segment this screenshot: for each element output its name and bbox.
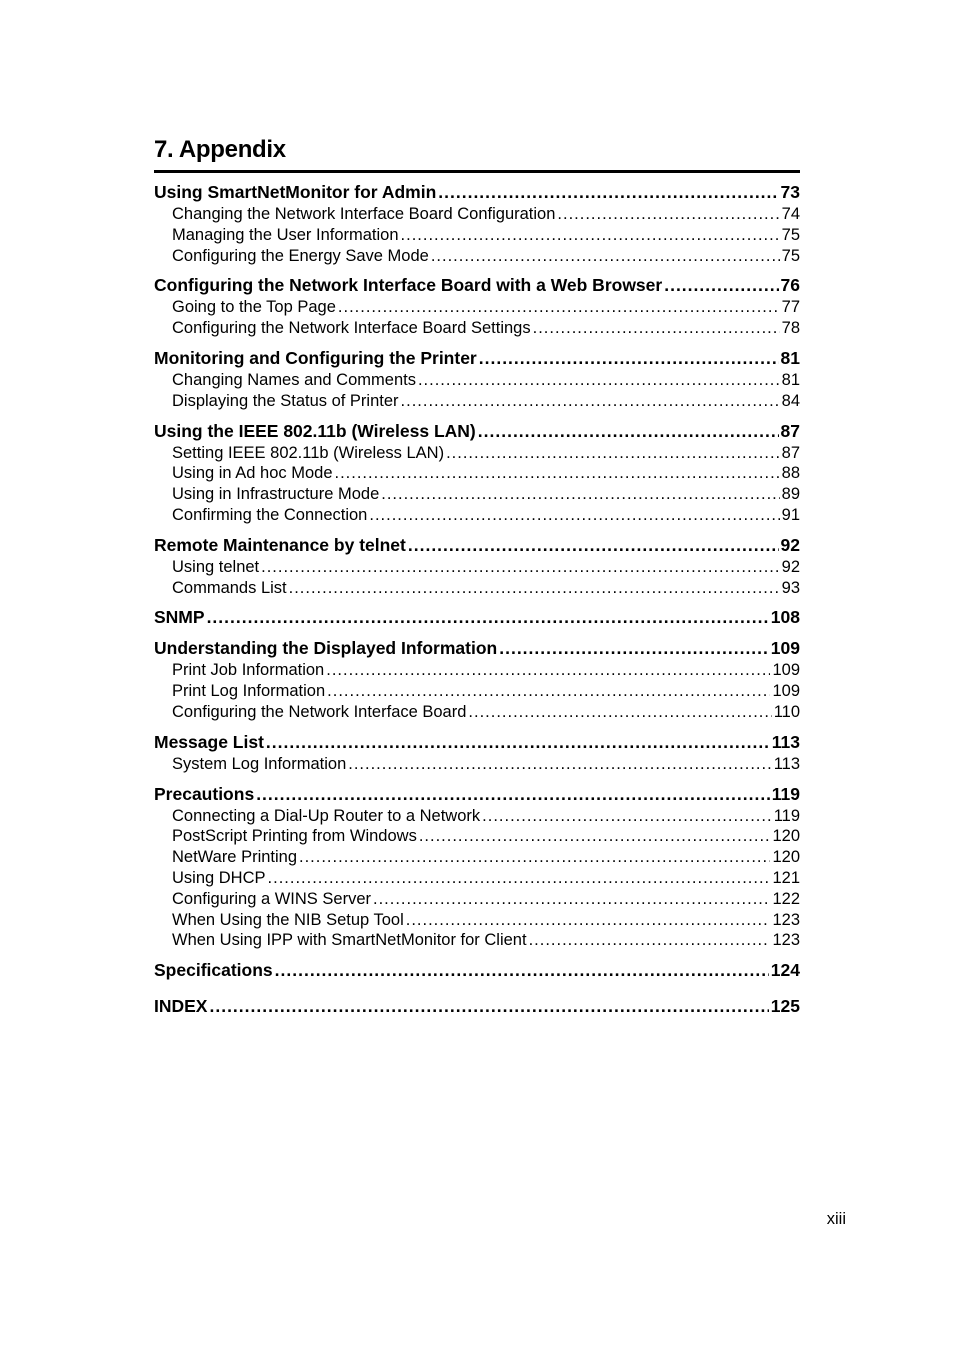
toc-subentry-title: NetWare Printing [172,848,298,867]
toc-entry[interactable] [154,605,800,629]
toc-entry-title: Specifications [154,960,273,981]
toc-subentry-page: 121 [772,868,800,887]
toc-subentry-title: Setting IEEE 802.11b (Wireless LAN) [172,443,445,462]
toc-subentry[interactable] [154,391,800,412]
dot-leader [482,806,772,827]
toc-subentry[interactable] [154,318,800,339]
toc-subentry-page: 123 [772,931,800,950]
toc-subentry[interactable] [154,868,800,889]
dot-leader [256,782,770,806]
dot-leader [335,463,780,484]
toc-subentry-title: Configuring a WINS Server [172,889,371,908]
toc-subentry-page: 110 [773,702,800,721]
dot-leader [479,346,779,370]
dot-leader [275,958,769,982]
dot-leader [209,994,768,1018]
toc-entry-page: 113 [771,731,800,752]
toc-entry[interactable] [154,730,800,754]
toc-entry-page: 124 [770,960,800,981]
toc-subentry[interactable] [154,910,800,931]
toc-entry-title: Monitoring and Configuring the Printer [154,347,477,368]
toc-entry[interactable] [154,346,800,370]
toc-subentry[interactable] [154,847,800,868]
dot-leader [408,533,779,557]
toc-entry-page: 87 [780,420,800,441]
toc-subentry[interactable] [154,889,800,910]
toc-subentry-title: Connecting a Dial-Up Router to a Network [172,806,481,825]
toc-subentry-page: 81 [781,370,800,389]
toc-subentry[interactable] [154,443,800,464]
toc-entry[interactable] [154,636,800,660]
toc-subentry[interactable] [154,578,800,599]
toc-subentry-page: 74 [781,205,800,223]
toc-subentry-title: PostScript Printing from Windows [172,827,417,846]
dot-leader [478,419,779,443]
toc-subentry[interactable] [154,484,800,505]
toc-subentry-title: Configuring the Network Interface Board Settings [172,319,531,338]
toc-section [154,782,800,952]
dot-leader [261,557,780,578]
dot-leader [418,370,780,391]
toc-subentry[interactable] [154,463,800,484]
toc-subentry-page: 89 [781,485,800,504]
toc-subentry-title: Configuring the Network Interface Board [172,702,467,721]
toc-subentry-title: When Using the NIB Setup Tool [172,910,404,929]
dot-leader [431,246,780,267]
toc-subentry-page: 119 [773,806,800,825]
toc-subentry-title: Managing the User Information [172,225,399,244]
toc-entry-page: 119 [771,783,800,804]
toc-entry-page: 76 [780,275,800,296]
toc-entry-title: Using the IEEE 802.11b (Wireless LAN) [154,420,476,441]
toc-subentry[interactable] [154,204,800,225]
toc-subentry[interactable] [154,702,800,723]
toc-entry-title: INDEX [154,996,208,1017]
toc-subentry[interactable] [154,505,800,526]
toc-subentry-page: 78 [781,319,800,338]
dot-leader [338,297,780,318]
toc-subentry-page: 113 [773,754,800,773]
toc-subentry-page: 88 [781,464,800,483]
dot-leader [468,702,771,723]
toc-subentry-title: System Log Information [172,754,347,773]
toc-subentry-page: 120 [772,848,800,867]
toc-subentry[interactable] [154,225,800,246]
toc-subentry[interactable] [154,557,800,578]
toc-subentry-page: 84 [781,391,800,410]
toc-subentry[interactable] [154,660,800,681]
dot-leader [406,910,771,931]
dot-leader [446,443,780,464]
toc-section [154,180,800,266]
toc-subentry-page: 122 [772,889,800,908]
chapter-title: 7. Appendix [154,132,800,173]
toc-section [154,994,800,1018]
toc-subentry-title: Going to the Top Page [172,298,336,317]
toc-section [154,346,800,412]
toc-subentry-page: 123 [772,910,800,929]
page-number: xiii [826,1210,846,1228]
toc-entry[interactable] [154,994,800,1018]
toc-subentry-title: Using DHCP [172,868,266,887]
toc-entry-title: Understanding the Displayed Information [154,638,498,659]
dot-leader [664,273,778,297]
toc-subentry[interactable] [154,246,800,267]
toc-section [154,730,800,775]
toc-subentry[interactable] [154,754,800,775]
toc-subentry-title: Changing Names and Comments [172,370,416,389]
toc-subentry[interactable] [154,681,800,702]
toc-subentry[interactable] [154,930,800,951]
toc-subentry-title: Using in Infrastructure Mode [172,485,380,504]
table-of-contents [154,180,800,1025]
dot-leader [557,204,779,225]
toc-subentry[interactable] [154,826,800,847]
toc-subentry-page: 91 [781,505,800,524]
dot-leader [268,868,771,889]
toc-subentry[interactable] [154,806,800,827]
toc-entry-title: Configuring the Network Interface Board with a Web Browser [154,275,663,296]
dot-leader [401,391,780,412]
toc-subentry-title: Confirming the Connection [172,505,368,524]
toc-subentry-page: 120 [772,827,800,846]
toc-entry-title: Using SmartNetMonitor for Admin [154,182,437,202]
dot-leader [373,889,770,910]
toc-entry[interactable] [154,273,800,297]
dot-leader [438,180,778,204]
toc-subentry-title: Displaying the Status of Printer [172,391,399,410]
toc-subentry-title: Using telnet [172,557,260,576]
toc-entry[interactable] [154,782,800,806]
dot-leader [327,681,770,702]
toc-entry-page: 73 [780,182,800,202]
toc-section [154,273,800,339]
toc-subentry-page: 75 [781,246,800,265]
dot-leader [401,225,780,246]
toc-subentry-title: Print Log Information [172,682,326,701]
toc-entry-page: 109 [770,638,800,659]
toc-section [154,533,800,599]
toc-entry[interactable] [154,419,800,443]
toc-subentry-page: 75 [781,225,800,244]
toc-entry[interactable] [154,958,800,982]
toc-subentry-title: Changing the Network Interface Board Configuration [172,205,556,223]
toc-entry-title: Message List [154,731,264,752]
toc-subentry-page: 93 [781,578,800,597]
toc-section [154,958,800,982]
dot-leader [529,930,771,951]
toc-entry-title: SNMP [154,607,205,628]
toc-subentry-title: When Using IPP with SmartNetMonitor for Client [172,931,527,950]
dot-leader [369,505,779,526]
dot-leader [348,754,771,775]
toc-section [154,419,800,526]
toc-subentry-page: 77 [781,298,800,317]
dot-leader [299,847,770,868]
toc-subentry-title: Configuring the Energy Save Mode [172,246,429,265]
toc-subentry-page: 109 [772,661,800,680]
toc-section [154,605,800,629]
toc-subentry-title: Commands List [172,578,287,597]
dot-leader [289,578,780,599]
toc-entry-title: Precautions [154,783,255,804]
toc-entry[interactable] [154,533,800,557]
toc-subentry-page: 92 [781,557,800,576]
toc-subentry-page: 87 [781,443,800,462]
toc-subentry[interactable] [154,370,800,391]
dot-leader [266,730,770,754]
toc-section [154,636,800,722]
dot-leader [499,636,769,660]
toc-entry[interactable] [154,180,800,204]
toc-subentry[interactable] [154,297,800,318]
toc-subentry-page: 109 [772,682,800,701]
dot-leader [533,318,780,339]
toc-entry-page: 108 [770,607,800,628]
dot-leader [419,826,771,847]
toc-subentry-title: Using in Ad hoc Mode [172,464,333,483]
toc-entry-page: 125 [770,996,800,1017]
toc-entry-page: 92 [780,534,800,555]
dot-leader [326,660,770,681]
toc-entry-page: 81 [780,347,800,368]
toc-entry-title: Remote Maintenance by telnet [154,534,406,555]
toc-subentry-title: Print Job Information [172,661,325,680]
dot-leader [207,605,769,629]
dot-leader [381,484,779,505]
